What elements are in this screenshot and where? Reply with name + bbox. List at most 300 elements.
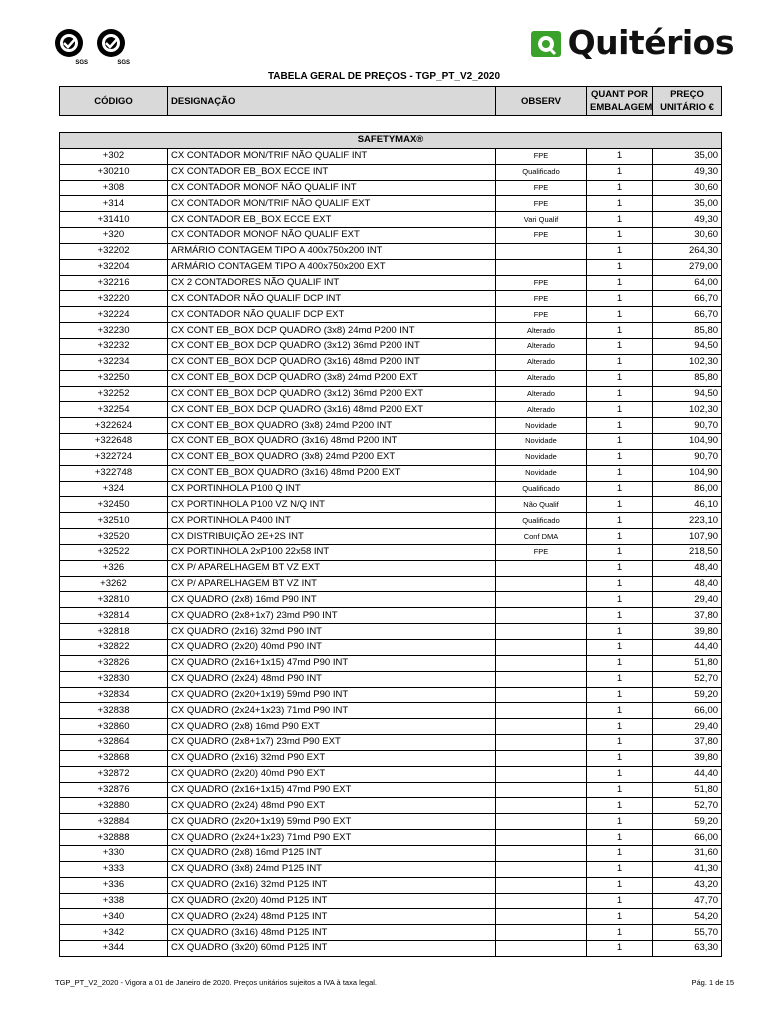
table-row (60, 529, 722, 545)
unit-price: 66,70 (653, 307, 722, 323)
product-code: +32834 (60, 687, 168, 703)
product-code: +302 (60, 148, 168, 164)
unit-price: 31,60 (653, 845, 722, 861)
product-code: +32876 (60, 782, 168, 798)
unit-price: 52,70 (653, 798, 722, 814)
product-observation (496, 814, 587, 830)
pack-quantity: 1 (587, 434, 653, 450)
product-code: +32254 (60, 402, 168, 418)
product-observation: FPE (496, 180, 587, 196)
pack-quantity: 1 (587, 719, 653, 735)
product-designation: CX QUADRO (2x24) 48md P90 EXT (168, 798, 496, 814)
table-row (60, 434, 722, 450)
column-header-price (653, 87, 722, 116)
product-code: +314 (60, 196, 168, 212)
pack-quantity: 1 (587, 180, 653, 196)
product-observation (496, 243, 587, 259)
unit-price: 90,70 (653, 418, 722, 434)
product-observation: Vari Qualif (496, 212, 587, 228)
product-code: +32814 (60, 608, 168, 624)
product-designation: CX CONT EB_BOX DCP QUADRO (3x16) 48md P200 INT (168, 354, 496, 370)
product-code: +330 (60, 845, 168, 861)
table-row (60, 909, 722, 925)
product-designation: CX CONT EB_BOX QUADRO (3x16) 48md P200 EXT (168, 465, 496, 481)
product-designation: CX QUADRO (2x20+1x19) 59md P90 EXT (168, 814, 496, 830)
table-row (60, 497, 722, 513)
column-header-qty (587, 87, 653, 116)
product-observation: FPE (496, 228, 587, 244)
product-designation: CX QUADRO (3x16) 48md P125 INT (168, 925, 496, 941)
unit-price: 94,50 (653, 386, 722, 402)
table-row (60, 624, 722, 640)
unit-price: 41,30 (653, 861, 722, 877)
unit-price: 64,00 (653, 275, 722, 291)
product-code: +308 (60, 180, 168, 196)
unit-price: 85,80 (653, 370, 722, 386)
table-row (60, 418, 722, 434)
table-row (60, 307, 722, 323)
table-row (60, 655, 722, 671)
table-row (60, 212, 722, 228)
pack-quantity: 1 (587, 544, 653, 560)
pack-quantity: 1 (587, 465, 653, 481)
pack-quantity: 1 (587, 148, 653, 164)
pack-quantity: 1 (587, 845, 653, 861)
unit-price: 47,70 (653, 893, 722, 909)
product-designation: CX PORTINHOLA P100 VZ N/Q INT (168, 497, 496, 513)
product-code: +32224 (60, 307, 168, 323)
table-row (60, 259, 722, 275)
product-observation: FPE (496, 148, 587, 164)
pack-quantity: 1 (587, 909, 653, 925)
unit-price: 48,40 (653, 576, 722, 592)
unit-price: 104,90 (653, 434, 722, 450)
column-header-price-line1: PREÇO (670, 89, 704, 100)
product-code: +32864 (60, 735, 168, 751)
product-code: +342 (60, 925, 168, 941)
unit-price: 102,30 (653, 402, 722, 418)
product-observation: Alterado (496, 354, 587, 370)
table-row (60, 180, 722, 196)
table-row (60, 861, 722, 877)
product-designation: CX CONTADOR MONOF NÃO QUALIF EXT (168, 228, 496, 244)
product-observation: FPE (496, 196, 587, 212)
unit-price: 223,10 (653, 513, 722, 529)
table-row (60, 576, 722, 592)
table-row (60, 735, 722, 751)
pack-quantity: 1 (587, 354, 653, 370)
pack-quantity: 1 (587, 275, 653, 291)
product-designation: CX P/ APARELHAGEM BT VZ EXT (168, 560, 496, 576)
pack-quantity: 1 (587, 386, 653, 402)
section-header-row (60, 133, 722, 149)
unit-price: 29,40 (653, 719, 722, 735)
product-code: +320 (60, 228, 168, 244)
product-code: +32216 (60, 275, 168, 291)
product-designation: CX 2 CONTADORES NÃO QUALIF INT (168, 275, 496, 291)
pack-quantity: 1 (587, 925, 653, 941)
certification-logos (50, 26, 130, 64)
pack-quantity: 1 (587, 640, 653, 656)
unit-price: 35,00 (653, 148, 722, 164)
product-designation: CX QUADRO (3x20) 60md P125 INT (168, 941, 496, 957)
unit-price: 51,80 (653, 655, 722, 671)
product-designation: CX QUADRO (2x24) 48md P125 INT (168, 909, 496, 925)
product-designation: CX QUADRO (2x16+1x15) 47md P90 INT (168, 655, 496, 671)
product-designation: CX QUADRO (2x20) 40md P90 EXT (168, 766, 496, 782)
cert-label: SGS (75, 60, 88, 66)
product-observation (496, 798, 587, 814)
unit-price: 37,80 (653, 735, 722, 751)
table-row (60, 719, 722, 735)
page-number: Pág. 1 de 15 (691, 978, 734, 987)
product-designation: CX CONTADOR MONOF NÃO QUALIF INT (168, 180, 496, 196)
price-table (59, 132, 722, 957)
product-observation: Novidade (496, 434, 587, 450)
product-designation: CX QUADRO (2x24+1x23) 71md P90 EXT (168, 830, 496, 846)
quiterios-logo-icon (530, 26, 564, 60)
product-designation: CX CONT EB_BOX QUADRO (3x8) 24md P200 INT (168, 418, 496, 434)
unit-price: 66,00 (653, 830, 722, 846)
table-row (60, 148, 722, 164)
pack-quantity: 1 (587, 814, 653, 830)
pack-quantity: 1 (587, 307, 653, 323)
certification-seal-icon (50, 26, 88, 64)
product-observation: Alterado (496, 402, 587, 418)
pack-quantity: 1 (587, 323, 653, 339)
column-header-obs: OBSERV (496, 87, 587, 116)
pack-quantity: 1 (587, 529, 653, 545)
product-code: +32810 (60, 592, 168, 608)
product-code: +344 (60, 941, 168, 957)
unit-price: 44,40 (653, 766, 722, 782)
table-row (60, 544, 722, 560)
product-designation: CX CONT EB_BOX DCP QUADRO (3x8) 24md P200 INT (168, 323, 496, 339)
column-header-qty-line1: QUANT POR (591, 89, 648, 100)
unit-price: 51,80 (653, 782, 722, 798)
product-code: +326 (60, 560, 168, 576)
product-designation: ARMÁRIO CONTAGEM TIPO A 400x750x200 EXT (168, 259, 496, 275)
product-observation (496, 560, 587, 576)
unit-price: 43,20 (653, 877, 722, 893)
product-observation (496, 703, 587, 719)
product-code: +32838 (60, 703, 168, 719)
pack-quantity: 1 (587, 782, 653, 798)
product-observation (496, 735, 587, 751)
pack-quantity: 1 (587, 560, 653, 576)
table-row (60, 671, 722, 687)
column-header-price-line2: UNITÁRIO € (660, 102, 714, 113)
pack-quantity: 1 (587, 655, 653, 671)
pack-quantity: 1 (587, 196, 653, 212)
product-code: +32230 (60, 323, 168, 339)
pack-quantity: 1 (587, 830, 653, 846)
product-observation: Qualificado (496, 481, 587, 497)
pack-quantity: 1 (587, 449, 653, 465)
product-designation: CX QUADRO (2x8) 16md P125 INT (168, 845, 496, 861)
product-code: +336 (60, 877, 168, 893)
unit-price: 86,00 (653, 481, 722, 497)
certification-seal-icon (92, 26, 130, 64)
unit-price: 66,70 (653, 291, 722, 307)
product-designation: CX CONTADOR NÃO QUALIF DCP INT (168, 291, 496, 307)
product-code: +322648 (60, 434, 168, 450)
product-designation: CX CONT EB_BOX DCP QUADRO (3x16) 48md P200 EXT (168, 402, 496, 418)
pack-quantity: 1 (587, 212, 653, 228)
pack-quantity: 1 (587, 877, 653, 893)
product-designation: CX QUADRO (2x24) 48md P90 INT (168, 671, 496, 687)
unit-price: 54,20 (653, 909, 722, 925)
table-row (60, 766, 722, 782)
pack-quantity: 1 (587, 941, 653, 957)
unit-price: 30,60 (653, 228, 722, 244)
product-designation: CX QUADRO (2x20) 40md P125 INT (168, 893, 496, 909)
product-code: +3262 (60, 576, 168, 592)
pack-quantity: 1 (587, 608, 653, 624)
pack-quantity: 1 (587, 703, 653, 719)
product-observation (496, 766, 587, 782)
pack-quantity: 1 (587, 687, 653, 703)
product-designation: CX QUADRO (2x8+1x7) 23md P90 INT (168, 608, 496, 624)
product-code: +32872 (60, 766, 168, 782)
product-code: +32250 (60, 370, 168, 386)
unit-price: 37,80 (653, 608, 722, 624)
pack-quantity: 1 (587, 291, 653, 307)
product-observation (496, 608, 587, 624)
product-designation: CX QUADRO (3x8) 24md P125 INT (168, 861, 496, 877)
table-row (60, 228, 722, 244)
brand-name: Quitérios (567, 23, 734, 62)
product-code: +32826 (60, 655, 168, 671)
unit-price: 35,00 (653, 196, 722, 212)
table-row (60, 750, 722, 766)
product-code: +32234 (60, 354, 168, 370)
pack-quantity: 1 (587, 624, 653, 640)
product-code: +333 (60, 861, 168, 877)
product-observation: Alterado (496, 386, 587, 402)
product-code: +322624 (60, 418, 168, 434)
footer-note: TGP_PT_V2_2020 - Vigora a 01 de Janeiro de 2020. Preços unitários sujeitos a IVA à taxa legal. (55, 978, 378, 987)
product-observation (496, 719, 587, 735)
product-observation: Conf DMA (496, 529, 587, 545)
product-observation: Qualificado (496, 513, 587, 529)
product-observation (496, 592, 587, 608)
pack-quantity: 1 (587, 592, 653, 608)
unit-price: 39,80 (653, 750, 722, 766)
product-observation: Qualificado (496, 164, 587, 180)
product-designation: CX CONTADOR EB_BOX ECCE EXT (168, 212, 496, 228)
product-observation (496, 877, 587, 893)
product-code: +32202 (60, 243, 168, 259)
product-designation: CX CONT EB_BOX DCP QUADRO (3x12) 36md P200 INT (168, 338, 496, 354)
pack-quantity: 1 (587, 766, 653, 782)
product-observation (496, 624, 587, 640)
product-designation: CX PORTINHOLA 2xP100 22x58 INT (168, 544, 496, 560)
unit-price: 90,70 (653, 449, 722, 465)
pack-quantity: 1 (587, 243, 653, 259)
product-observation: Alterado (496, 338, 587, 354)
product-designation: ARMÁRIO CONTAGEM TIPO A 400x750x200 INT (168, 243, 496, 259)
product-code: +32252 (60, 386, 168, 402)
pack-quantity: 1 (587, 481, 653, 497)
product-observation: Alterado (496, 323, 587, 339)
unit-price: 66,00 (653, 703, 722, 719)
product-designation: CX QUADRO (2x24+1x23) 71md P90 INT (168, 703, 496, 719)
table-row (60, 782, 722, 798)
product-designation: CX DISTRIBUIÇÃO 2E+2S INT (168, 529, 496, 545)
pack-quantity: 1 (587, 370, 653, 386)
product-designation: CX QUADRO (2x16) 32md P90 EXT (168, 750, 496, 766)
pack-quantity: 1 (587, 798, 653, 814)
product-designation: CX CONTADOR EB_BOX ECCE INT (168, 164, 496, 180)
pack-quantity: 1 (587, 228, 653, 244)
unit-price: 30,60 (653, 180, 722, 196)
table-row (60, 386, 722, 402)
product-code: +32204 (60, 259, 168, 275)
pack-quantity: 1 (587, 513, 653, 529)
product-designation: CX QUADRO (2x8) 16md P90 INT (168, 592, 496, 608)
table-row (60, 481, 722, 497)
product-observation (496, 861, 587, 877)
product-designation: CX CONTADOR NÃO QUALIF DCP EXT (168, 307, 496, 323)
product-observation (496, 640, 587, 656)
table-row (60, 687, 722, 703)
product-code: +32522 (60, 544, 168, 560)
table-row (60, 164, 722, 180)
unit-price: 52,70 (653, 671, 722, 687)
product-code: +324 (60, 481, 168, 497)
product-designation: CX PORTINHOLA P400 INT (168, 513, 496, 529)
product-observation: Novidade (496, 418, 587, 434)
unit-price: 44,40 (653, 640, 722, 656)
product-observation: Não Qualif (496, 497, 587, 513)
unit-price: 102,30 (653, 354, 722, 370)
unit-price: 29,40 (653, 592, 722, 608)
product-observation (496, 909, 587, 925)
table-row (60, 323, 722, 339)
product-code: +338 (60, 893, 168, 909)
product-designation: CX PORTINHOLA P100 Q INT (168, 481, 496, 497)
product-code: +32818 (60, 624, 168, 640)
product-observation (496, 845, 587, 861)
pack-quantity: 1 (587, 338, 653, 354)
cert-label: SGS (117, 60, 130, 66)
table-row (60, 449, 722, 465)
product-code: +322748 (60, 465, 168, 481)
product-designation: CX CONT EB_BOX QUADRO (3x8) 24md P200 EXT (168, 449, 496, 465)
pack-quantity: 1 (587, 402, 653, 418)
pack-quantity: 1 (587, 671, 653, 687)
table-row (60, 560, 722, 576)
table-row (60, 798, 722, 814)
pack-quantity: 1 (587, 750, 653, 766)
product-code: +322724 (60, 449, 168, 465)
product-observation: Alterado (496, 370, 587, 386)
table-row (60, 513, 722, 529)
table-row (60, 608, 722, 624)
product-designation: CX QUADRO (2x8) 16md P90 EXT (168, 719, 496, 735)
product-observation (496, 687, 587, 703)
table-row (60, 291, 722, 307)
table-row (60, 592, 722, 608)
table-row (60, 354, 722, 370)
pack-quantity: 1 (587, 861, 653, 877)
product-observation: Novidade (496, 449, 587, 465)
table-row (60, 338, 722, 354)
unit-price: 49,30 (653, 212, 722, 228)
product-designation: CX QUADRO (2x8+1x7) 23md P90 EXT (168, 735, 496, 751)
pack-quantity: 1 (587, 497, 653, 513)
table-row (60, 243, 722, 259)
product-code: +32520 (60, 529, 168, 545)
pack-quantity: 1 (587, 164, 653, 180)
table-row (60, 893, 722, 909)
table-row (60, 465, 722, 481)
table-row (60, 925, 722, 941)
product-designation: CX CONT EB_BOX DCP QUADRO (3x12) 36md P200 EXT (168, 386, 496, 402)
product-observation (496, 655, 587, 671)
table-row (60, 703, 722, 719)
product-designation: CX CONT EB_BOX QUADRO (3x16) 48md P200 INT (168, 434, 496, 450)
section-title: SAFETYMAX® (60, 133, 722, 149)
pack-quantity: 1 (587, 735, 653, 751)
table-row (60, 941, 722, 957)
pack-quantity: 1 (587, 576, 653, 592)
unit-price: 46,10 (653, 497, 722, 513)
product-observation (496, 941, 587, 957)
product-observation (496, 671, 587, 687)
product-observation (496, 259, 587, 275)
product-observation: FPE (496, 275, 587, 291)
product-code: +32450 (60, 497, 168, 513)
product-observation (496, 576, 587, 592)
product-designation: CX QUADRO (2x16) 32md P125 INT (168, 877, 496, 893)
table-row (60, 275, 722, 291)
table-row (60, 370, 722, 386)
unit-price: 218,50 (653, 544, 722, 560)
product-designation: CX QUADRO (2x20) 40md P90 INT (168, 640, 496, 656)
table-row (60, 814, 722, 830)
product-code: +32860 (60, 719, 168, 735)
pack-quantity: 1 (587, 418, 653, 434)
product-designation: CX CONT EB_BOX DCP QUADRO (3x8) 24md P200 EXT (168, 370, 496, 386)
product-code: +32868 (60, 750, 168, 766)
product-observation: FPE (496, 544, 587, 560)
table-row (60, 830, 722, 846)
table-row (60, 196, 722, 212)
unit-price: 94,50 (653, 338, 722, 354)
pack-quantity: 1 (587, 259, 653, 275)
product-observation: FPE (496, 291, 587, 307)
product-observation (496, 782, 587, 798)
product-code: +32830 (60, 671, 168, 687)
column-header-table (59, 86, 722, 116)
unit-price: 85,80 (653, 323, 722, 339)
unit-price: 49,30 (653, 164, 722, 180)
unit-price: 104,90 (653, 465, 722, 481)
product-observation (496, 830, 587, 846)
table-row (60, 640, 722, 656)
product-designation: CX P/ APARELHAGEM BT VZ INT (168, 576, 496, 592)
product-designation: CX QUADRO (2x16) 32md P90 INT (168, 624, 496, 640)
product-observation: Novidade (496, 465, 587, 481)
product-code: +32510 (60, 513, 168, 529)
column-header-designation: DESIGNAÇÃO (168, 87, 496, 116)
unit-price: 59,20 (653, 687, 722, 703)
product-observation (496, 750, 587, 766)
product-code: +32220 (60, 291, 168, 307)
product-designation: CX CONTADOR MON/TRIF NÃO QUALIF INT (168, 148, 496, 164)
